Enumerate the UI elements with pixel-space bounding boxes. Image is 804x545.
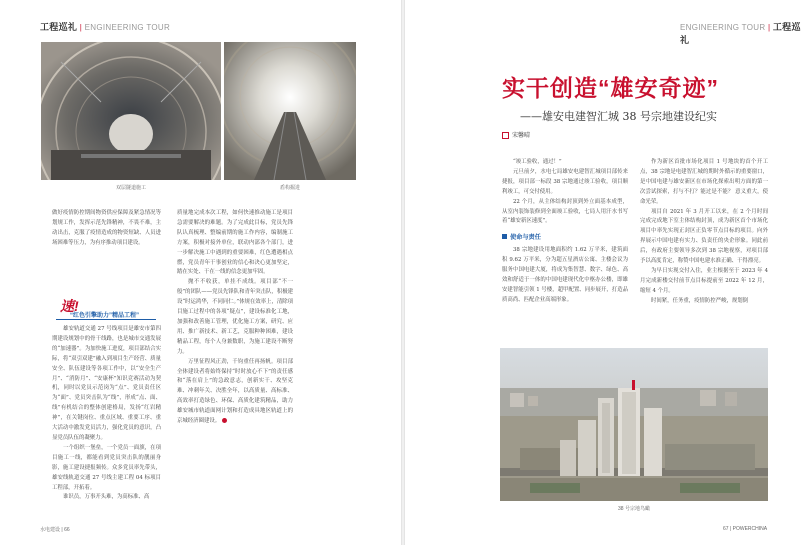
article-subtitle: ——雄安电建智汇城 38 号宗地建设纪实	[520, 110, 717, 123]
paragraph: 谁识员，万事开头难，为高标准、高	[63, 494, 150, 501]
left-col1-bottom	[52, 325, 161, 503]
paragraph: 元旦前夕，水电七局雄安电建智汇城项目部传来捷报，项目部一标段 38 宗地通过竣工验收，项目顺利竣工，可交付使用。	[502, 168, 628, 195]
footer-left: 水电建设 | 66	[40, 527, 70, 533]
callout-underline	[56, 319, 156, 320]
footer-right: 67 | POWERCHINA	[723, 526, 768, 532]
tunnel-photo-left	[41, 42, 221, 180]
caption-aerial: 38 号宗地鸟瞰	[618, 506, 650, 512]
paragraph: 时间紧，任务重，疫情防控严峻，规划倒	[651, 297, 749, 304]
callout-block	[54, 296, 164, 322]
callout-subtitle: “红色引擎助力”精品工程”	[70, 313, 140, 319]
end-mark-icon	[222, 418, 227, 423]
section-heading-text: 使命与责任	[510, 234, 541, 242]
right-col4	[640, 158, 768, 307]
paragraph: 作为新区首批市场化项目 1 号地块的首个开工点，38 宗地是电建智汇城的期时外循示的重要窗口，是中国电建与雄安新区在市场化探索出明方面的第一次尝试探索，打与不打？能过是不能？ 意义重大，使命光荣。	[640, 159, 768, 205]
paragraph: “竣工验收，通过！”	[513, 159, 562, 165]
tunnel-photo-right	[224, 42, 356, 180]
paragraph: 38 宗地建设用地面积约 1.62 万平米，建筑面积 9.62 万平米，分为超五星酒店公寓、主楼会议为服务中国电建大厦，将成为集智慧、数字、绿色、高效和舒适于一体的中国电建现代化中枢办公楼，即雄安建智能引领 1 号楼，超甲配置、同步展开，打造品质高尚、匹配企业高端形象。	[502, 247, 628, 303]
paragraph: 一个组织一堡垒，一个党员一面旗，在项目施工一线，都能看到党员突击队的靓丽身影，施工建设捷报频传。众多党员率先带头，雄安线轨道交通 27 号线主建工程 04 标项目工程部，开拓着。	[52, 444, 161, 491]
right-header: ENGINEERING TOUR | 工程巡礼	[680, 22, 801, 45]
paragraph-text: 万里征程风正劲，千钧重任再扬帆。项目部全体建设者将始终保持“时时放心不下”的责任感和“落在肩上”的急政意志，创新实干、攻坚克难、冲刺年关、决胜全年，以高质量、高标准、高效率打造绿色、环保、高质化建筑精品，助力雄安城市轨道面网计划和打造成具地区轨道上的京城经济圈建设。	[177, 358, 293, 425]
article-title: 实干创造“雄安奇迹”	[502, 75, 719, 101]
paragraph: 22 个月，从主体结构封顶到外立面基本成型，从室内装饰装修到全面竣工验收，七局人用汗水书写着“雄安新区速度”。	[502, 198, 628, 225]
author-name: 宋馨晴	[512, 133, 531, 139]
page-gutter	[401, 0, 405, 545]
aerial-photo	[500, 348, 768, 501]
left-header: 工程巡礼 | ENGINEERING TOUR	[40, 22, 171, 32]
author-line	[502, 130, 530, 139]
caption-tunnel-left: 双层隧道施工	[115, 185, 146, 191]
left-section-title: 工程巡礼	[40, 22, 78, 32]
paragraph: 抛不不收获，单挂不成线。项目部“不一般”的团队——党员先锋队和青年突击队，积极建设“时运鸿华，不同同仁。”体规在效率上，清除项目施工过程中的各项“疑点”，建设标准化工地，加强和改善施工管理，优化施工方案，研究、应用、推广新技术、新工艺，克服种种困难，建设精品工程，每个人身兼数职，为施工建设不断努力。	[177, 279, 294, 355]
callout-big-text: 速!	[60, 298, 79, 314]
paragraph: 雄安轨道交通 27 号线项目是雄安市第四期建设规划中的骨干线路，也是城市交通发展的“加速器”。为加快施工进度，项目部结合实际，将“双引双建”融入到项目生产经营、质量安全、队伍建设等各项工作中，以“安全生产月”、“消防月”、“安康杯”知识竞赛活动为契机，同时以党员示范岗为“点”、党员责任区为“面”、党员突击队为“线”，形成“点、面、线”有机结合的整体创建格局，发扬“红岩精神”，在关键岗位、重点区域、重要工序、重大活动中激发党员活力，强化党员的意识，凸显党员队伍的凝聚力。	[52, 326, 161, 441]
paragraph: 项目自 2021 年 3 月开工以来，在 2 个月时间完成完成地下室主体结构封顶，成为新区首个市场化项目中率先实现正封区正负零节点目标的项目。向外界展示中国电建有实力、负责任的央企形象。同此前后，有政府主要领导多次到 38 宗地视察，对项目部予以高度肯定，称赞中国电建水准正确、干得漂亮。	[640, 208, 768, 265]
paragraph: 做好疫情防控期间物资供应保障及紧急情况等划规工作，发挥示范先锋精神，不畏不难，主动出击，克服了疫情造成的物资短缺、人员进场困难等压力，为有序推动项目建设。	[52, 210, 161, 246]
paragraph	[177, 358, 293, 427]
right-section-title: 工程巡礼	[680, 22, 801, 45]
author-marker-icon	[502, 132, 509, 139]
left-section-english: ENGINEERING TOUR	[84, 23, 171, 32]
paragraph: 为早日实现交付入住，业主根据至于 2023 年 4 月完成新楼交付前节点目标提前至 2022 年 12 月，缩短 4 个月。	[640, 267, 768, 294]
right-col3	[502, 158, 628, 306]
left-col2	[177, 209, 293, 427]
left-col1-top	[52, 209, 161, 249]
section-heading	[502, 233, 628, 243]
paragraph: 质量地完成本次工程，如何快速推动施工是项目急需要解决的难题。为了完成此目标，党员先锋队认真梳理、整编前期的施工作内容，编制施工方案，积极对接外单位，联动内部各个部门，进一步解决施工中遇到的重要困难，红色遭遇相点燃，党员青年干事创业的信心和决心更加坚定，踏在实处、干在一线的信念更加牢固。	[177, 210, 293, 276]
caption-tunnel-right: 盾构掘进	[279, 185, 300, 191]
section-marker-icon	[502, 234, 507, 239]
right-section-english: ENGINEERING TOUR	[680, 23, 766, 32]
